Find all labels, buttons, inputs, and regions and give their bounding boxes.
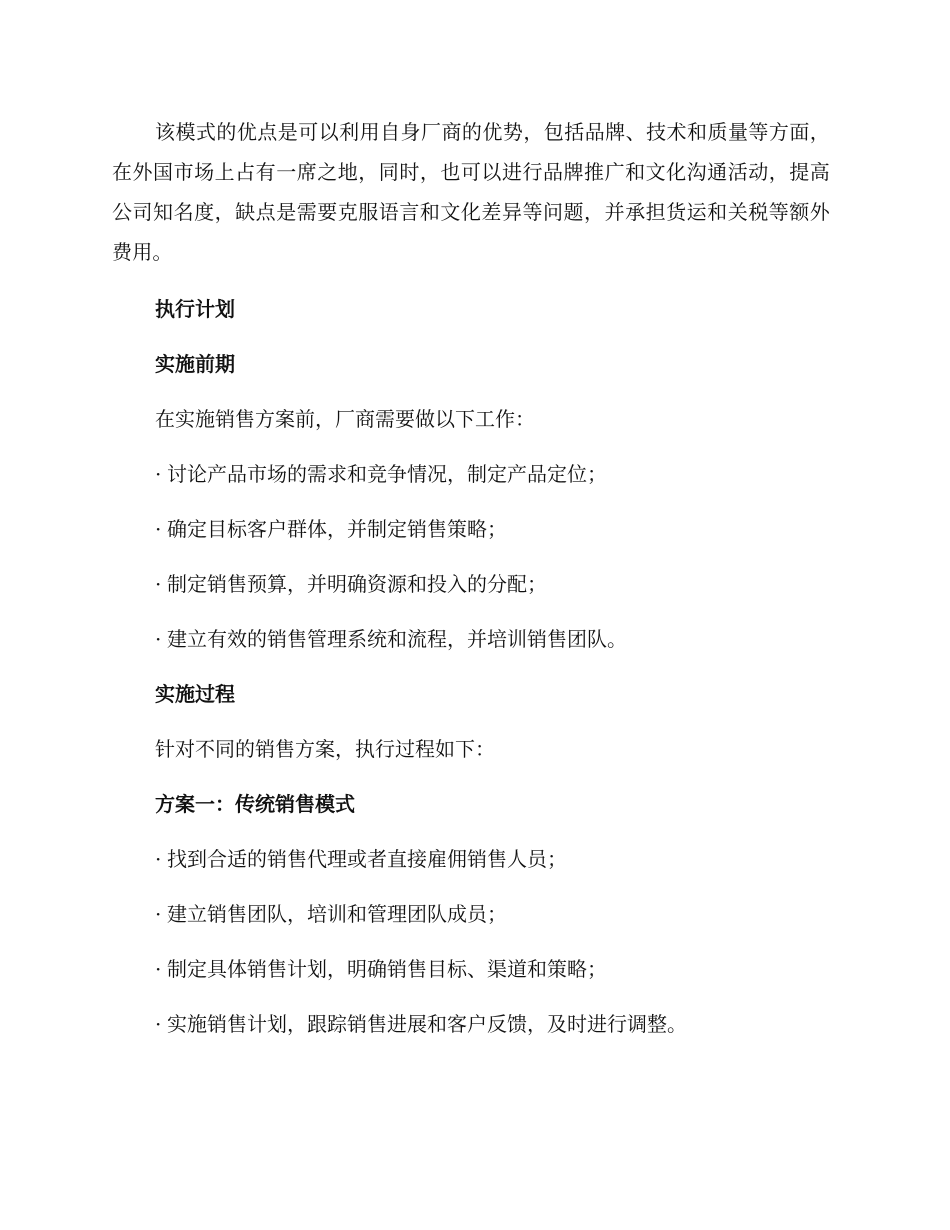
list-item-text: 找到合适的销售代理或者直接雇佣销售人员； — [167, 847, 567, 871]
list-item — [155, 900, 507, 928]
intro-paragraph: 该模式的优点是可以利用自身厂商的优势，包括品牌、技术和质量等方面，在外国市场上占有一席之地，同时，也可以进行品牌推广和文化沟通活动，提高公司知名度，缺点是需要克服语言和文化差异等问题，并承担货运和关税等额外费用。 — [112, 120, 830, 264]
bullet-icon: · — [155, 902, 162, 926]
list-item — [155, 625, 627, 653]
bullet-icon: · — [155, 517, 162, 541]
list-item — [155, 845, 567, 873]
heading-execution-plan: 执行计划 — [155, 297, 235, 321]
heading-process: 实施过程 — [155, 682, 235, 706]
list-item-text: 讨论产品市场的需求和竞争情况，制定产品定位； — [167, 462, 607, 486]
bullet-icon: · — [155, 462, 162, 486]
bullet-icon: · — [155, 627, 162, 651]
list-item — [155, 955, 607, 983]
list-item — [155, 460, 607, 488]
bullet-icon: · — [155, 1012, 162, 1036]
bullet-icon: · — [155, 957, 162, 981]
list-item-text: 建立有效的销售管理系统和流程，并培训销售团队。 — [167, 627, 627, 651]
bullet-icon: · — [155, 572, 162, 596]
heading-pre-implementation: 实施前期 — [155, 352, 235, 376]
process-intro-text: 针对不同的销售方案，执行过程如下： — [155, 737, 495, 761]
list-item — [155, 570, 547, 598]
list-item — [155, 1010, 687, 1038]
list-item-text: 制定销售预算，并明确资源和投入的分配； — [167, 572, 547, 596]
list-item-text: 建立销售团队，培训和管理团队成员； — [167, 902, 507, 926]
pre-intro-text: 在实施销售方案前，厂商需要做以下工作： — [155, 407, 535, 431]
list-item-text: 确定目标客户群体，并制定销售策略； — [167, 517, 507, 541]
heading-plan-one: 方案一：传统销售模式 — [155, 792, 355, 816]
list-item — [155, 515, 507, 543]
list-item-text: 实施销售计划，跟踪销售进展和客户反馈，及时进行调整。 — [167, 1012, 687, 1036]
bullet-icon: · — [155, 847, 162, 871]
list-item-text: 制定具体销售计划，明确销售目标、渠道和策略； — [167, 957, 607, 981]
